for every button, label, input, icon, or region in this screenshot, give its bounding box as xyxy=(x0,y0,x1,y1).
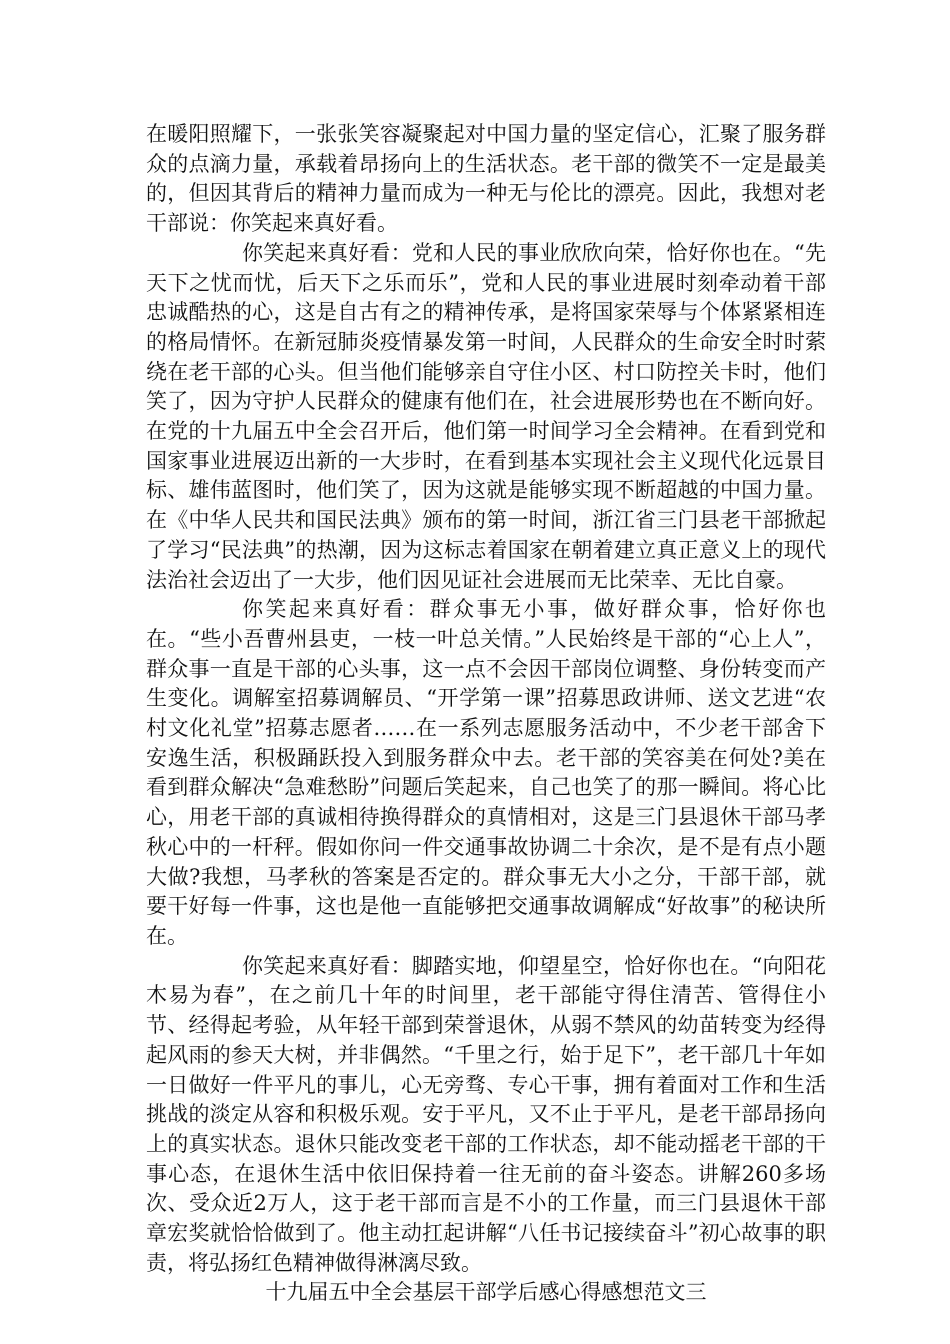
paragraph-down-to-earth: 你笑起来真好看：脚踏实地，仰望星空，恰好你也在。“向阳花木易为春”，在之前几十年的时间里，老干部能守得住清苦、管得住小节、经得起考验，从年轻干部到荣誉退休，从弱不禁风的幼苗转变为经得起风雨的参天大树，并非偶然。“千里之行，始于足下”，老干部几十年如一日做好一件平凡的事儿，心无旁骛、专心干事，拥有着面对工作和生活挑战的淡定从容和积极乐观。安于平凡，又不止于平凡，是老干部昂扬向上的真实状态。退休只能改变老干部的工作状态，却不能动摇老干部的干事心态，在退休生活中依旧保持着一往无前的奋斗姿态。讲解260多场次、受众近2万人，这于老干部而言是不小的工作量，而三门县退休干部章宏奖就恰恰做到了。他主动扛起讲解“八任书记接续奋斗”初心故事的职责，将弘扬红色精神做得淋漓尽致。 xyxy=(146,953,826,1275)
paragraph-cause: 你笑起来真好看：党和人民的事业欣欣向荣，恰好你也在。“先天下之忧而忧，后天下之乐而乐”，党和人民的事业进展时刻牵动着干部忠诚酷热的心，这是自古有之的精神传承，是将国家荣辱与个体紧紧相连的格局情怀。在新冠肺炎疫情暴发第一时间，人民群众的生命安全时时萦绕在老干部的心头。但当他们能够亲自守住小区、村口防控关卡时，他们笑了，因为守护人民群众的健康有他们在，社会进展形势也在不断向好。在党的十九届五中全会召开后，他们第一时间学习全会精神。在看到党和国家事业进展迈出新的一大步时，在看到基本实现社会主义现代化远景目标、雄伟蓝图时，他们笑了，因为这就是能够实现不断超越的中国力量。在《中华人民共和国民法典》颁布的第一时间，浙江省三门县老干部掀起了学习“民法典”的热潮，因为这标志着国家在朝着建立真正意义上的现代法治社会迈出了一大步，他们因见证社会进展而无比荣幸、无比自豪。 xyxy=(146,240,826,592)
paragraph-intro: 在暖阳照耀下，一张张笑容凝聚起对中国力量的坚定信心，汇聚了服务群众的点滴力量，承载着昂扬向上的生活状态。老干部的微笑不一定是最美的，但因其背后的精神力量而成为一种无与伦比的漂亮。因此，我想对老干部说：你笑起来真好看。 xyxy=(146,122,826,236)
section-title: 十九届五中全会基层干部学后感心得感想范文三 xyxy=(265,1280,707,1305)
document-body xyxy=(146,120,826,1308)
paragraph-masses: 你笑起来真好看：群众事无小事，做好群众事，恰好你也在。“些小吾曹州县吏，一枝一叶总关情。”人民始终是干部的“心上人”，群众事一直是干部的心头事，这一点不会因干部岗位调整、身份转变而产生变化。调解室招募调解员、“开学第一课”招募思政讲师、送文艺进“农村文化礼堂”招募志愿者……在一系列志愿服务活动中，不少老干部舍下安逸生活，积极踊跃投入到服务群众中去。老干部的笑容美在何处?美在看到群众解决“急难愁盼”问题后笑起来，自己也笑了的那一瞬间。将心比心，用老干部的真诚相待换得群众的真情相对，这是三门县退休干部马孝秋心中的一杆秤。假如你问一件交通事故协调二十余次，是不是有点小题大做?我想，马孝秋的答案是否定的。群众事无大小之分，干部干部，就要干好每一件事，这也是他一直能够把交通事故调解成“好故事”的秘诀所在。 xyxy=(146,597,826,948)
